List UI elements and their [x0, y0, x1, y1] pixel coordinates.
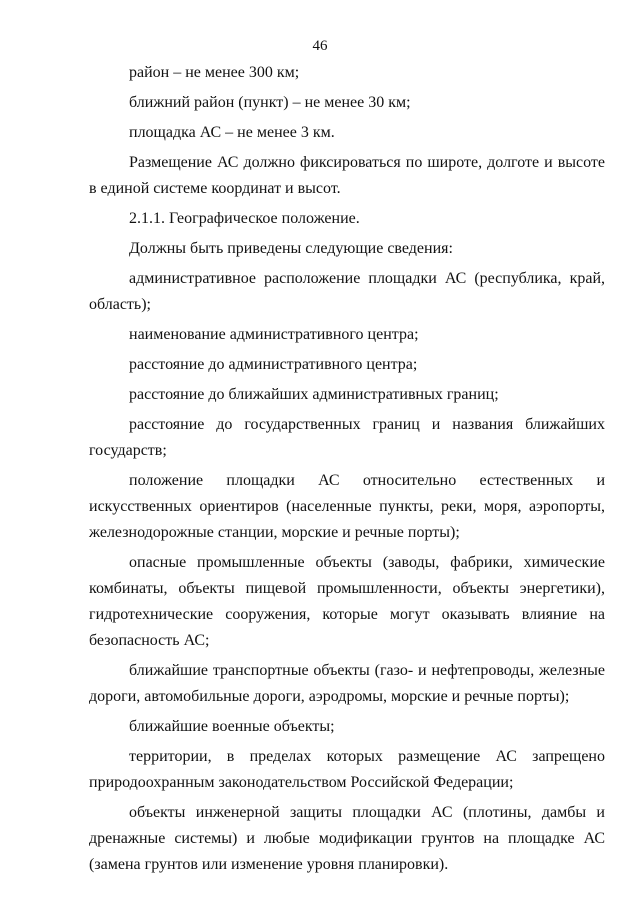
list-item: положение площадки АС относительно естественных и искусственных ориентиров (населенные пункты, реки, моря, аэропорты, железнодорожные станции, морские и речные порты);: [89, 472, 605, 541]
list-item: расстояние до государственных границ и названия ближайших государств;: [89, 416, 605, 459]
list-item: расстояние до административного центра;: [129, 356, 418, 373]
paragraph: Размещение АС должно фиксироваться по широте, долготе и высоте в единой системе координат и высот.: [89, 154, 605, 197]
paragraph: Должны быть приведены следующие сведения:: [129, 240, 453, 257]
section-heading: 2.1.1. Географическое положение.: [129, 210, 360, 227]
list-item: наименование административного центра;: [129, 326, 419, 343]
list-item: административное расположение площадки АС (республика, край, область);: [89, 270, 605, 313]
document-body: [89, 60, 605, 882]
list-item: опасные промышленные объекты (заводы, фабрики, химические комбинаты, объекты пищевой промышленности, объекты энергетики), гидротехнические сооружения, которые могут оказывать влияние на безопасность АС;: [89, 554, 605, 649]
list-item: объекты инженерной защиты площадки АС (плотины, дамбы и дренажные системы) и любые модификации грунтов на площадке АС (замена грунтов или изменение уровня планировки).: [89, 804, 605, 873]
page-number: 46: [312, 38, 328, 54]
list-item: ближайшие транспортные объекты (газо- и нефтепроводы, железные дороги, автомобильные дороги, аэродромы, морские и речные порты);: [89, 662, 605, 705]
paragraph: район – не менее 300 км;: [129, 64, 300, 81]
list-item: расстояние до ближайших административных границ;: [129, 386, 499, 403]
paragraph: ближний район (пункт) – не менее 30 км;: [129, 94, 411, 111]
list-item: ближайшие военные объекты;: [129, 718, 335, 735]
list-item: территории, в пределах которых размещение АС запрещено природоохранным законодательством Российской Федерации;: [89, 748, 605, 791]
paragraph: площадка АС – не менее 3 км.: [129, 124, 335, 141]
